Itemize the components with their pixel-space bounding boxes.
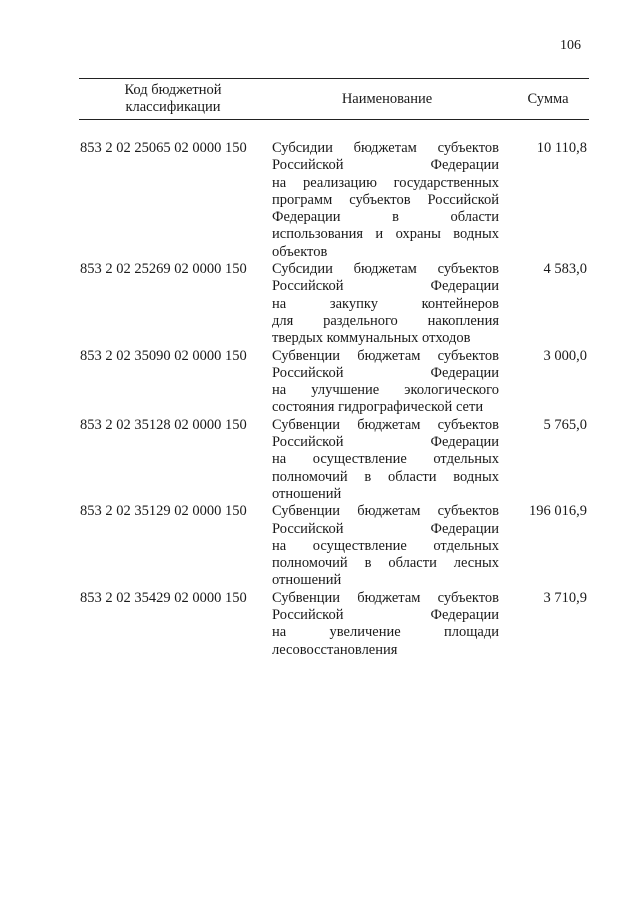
- item-name-word: области: [388, 468, 437, 485]
- item-name: [272, 503, 499, 589]
- item-name-word: осуществление: [312, 537, 407, 554]
- item-name-line: [272, 175, 499, 192]
- item-name-word: лесных: [453, 555, 499, 572]
- item-name-word: на: [272, 451, 287, 468]
- budget-code: 853 2 02 35429 02 0000 150: [80, 589, 247, 606]
- item-name-word: Российской: [427, 191, 499, 208]
- item-name-line: [272, 451, 499, 468]
- item-name-word: государственных: [393, 174, 499, 191]
- item-name: [272, 140, 499, 261]
- item-name-word: Федерации: [430, 157, 499, 174]
- item-name-word: увеличение: [329, 624, 401, 641]
- item-name: [272, 348, 499, 417]
- item-name-word: Российской: [272, 434, 344, 451]
- budget-code: 853 2 02 35090 02 0000 150: [80, 347, 247, 364]
- item-name-line: [272, 192, 499, 209]
- item-name-word: коммунальных: [326, 330, 419, 347]
- header-sum: Сумма: [527, 90, 569, 107]
- item-name-line: [272, 624, 499, 641]
- item-name-word: гидрографической: [338, 399, 453, 416]
- item-name-word: Российской: [272, 157, 344, 174]
- item-name-line: [272, 434, 499, 451]
- item-name-word: отношений: [272, 572, 342, 589]
- item-name-word: субъектов: [437, 140, 499, 156]
- item-name-word: субъектов: [437, 589, 499, 606]
- item-name-word: в: [364, 468, 372, 485]
- item-name-line: [272, 140, 499, 157]
- table-row: [79, 348, 589, 417]
- item-name-line: [272, 590, 499, 607]
- table-row: [79, 417, 589, 503]
- item-name-word: Федерации: [430, 278, 499, 295]
- budget-table: [79, 78, 589, 659]
- table-body: [79, 140, 589, 659]
- item-name-word: бюджетам: [353, 140, 417, 156]
- header-code-line2: классификации: [125, 99, 221, 115]
- item-name-word: полномочий: [272, 555, 348, 572]
- item-sum: 5 765,0: [543, 416, 587, 433]
- item-name: [272, 590, 499, 659]
- item-name-word: Федерации: [430, 607, 499, 624]
- item-sum: 10 110,8: [536, 140, 587, 156]
- budget-code: 853 2 02 35128 02 0000 150: [80, 416, 247, 433]
- table-row: [79, 503, 589, 589]
- item-name-line: [272, 244, 499, 261]
- item-name-word: бюджетам: [357, 416, 421, 433]
- table-header: [79, 78, 589, 120]
- item-name-word: бюджетам: [357, 347, 421, 364]
- item-name-word: лесовосстановления: [272, 641, 398, 658]
- header-code: [79, 82, 267, 116]
- item-name-word: Федерации: [430, 520, 499, 537]
- item-name-line: [272, 486, 499, 503]
- item-name-word: Федерации: [430, 364, 499, 381]
- item-name-word: отношений: [272, 485, 342, 502]
- item-name-word: водных: [453, 226, 499, 243]
- page-number: 106: [560, 38, 581, 53]
- table-row: [79, 140, 589, 261]
- item-name-word: субъектов: [349, 191, 411, 208]
- budget-code: 853 2 02 25269 02 0000 150: [80, 261, 247, 278]
- item-name-word: в: [392, 209, 399, 226]
- item-name-line: [272, 382, 499, 399]
- item-name-word: на: [272, 295, 287, 312]
- item-name-word: области: [450, 209, 499, 226]
- item-name-line: [272, 503, 499, 520]
- item-name-word: реализацию: [302, 174, 377, 191]
- item-name-word: раздельного: [323, 312, 398, 329]
- item-name-word: Субсидии: [272, 261, 333, 278]
- item-name-word: на: [272, 382, 287, 399]
- item-name-word: водных: [453, 468, 499, 485]
- item-name-word: состояния: [272, 399, 335, 416]
- table-row: [79, 590, 589, 659]
- item-name-word: использования: [272, 226, 364, 243]
- item-name-word: сети: [455, 399, 484, 416]
- item-name-word: субъектов: [437, 503, 499, 520]
- item-name-line: [272, 313, 499, 330]
- item-name-word: на: [272, 537, 287, 554]
- item-name-word: твердых: [272, 330, 323, 347]
- item-name-word: улучшение: [311, 382, 380, 399]
- item-name-line: [272, 399, 499, 416]
- item-sum: 4 583,0: [543, 261, 587, 278]
- item-name-word: полномочий: [272, 468, 348, 485]
- header-name: Наименование: [341, 90, 433, 107]
- item-name-line: [272, 642, 499, 659]
- item-name-word: субъектов: [437, 416, 499, 433]
- item-name-line: [272, 226, 499, 243]
- item-name-word: Субсидии: [272, 140, 333, 156]
- item-sum: 3 710,9: [543, 589, 587, 606]
- item-sum: 3 000,0: [543, 347, 587, 364]
- item-name-word: Федерации: [272, 209, 341, 226]
- item-name-word: бюджетам: [357, 503, 421, 520]
- item-name-word: субъектов: [437, 261, 499, 278]
- item-name-line: [272, 521, 499, 538]
- item-name-word: Российской: [272, 607, 344, 624]
- item-name-word: на: [272, 624, 287, 641]
- item-name-word: контейнеров: [421, 295, 499, 312]
- item-name: [272, 261, 499, 347]
- item-name: [272, 417, 499, 503]
- item-name-line: [272, 261, 499, 278]
- item-name-line: [272, 278, 499, 295]
- item-name-word: закупку: [329, 295, 378, 312]
- item-name-word: осуществление: [312, 451, 407, 468]
- item-name-line: [272, 538, 499, 555]
- item-name-word: Российской: [272, 278, 344, 295]
- item-name-line: [272, 209, 499, 226]
- item-name-word: накопления: [427, 312, 499, 329]
- item-name-word: Субвенции: [272, 416, 340, 433]
- item-name-line: [272, 607, 499, 624]
- item-name-line: [272, 417, 499, 434]
- item-name-word: отходов: [422, 330, 471, 347]
- item-name-line: [272, 572, 499, 589]
- item-name-word: Субвенции: [272, 589, 340, 606]
- item-name-line: [272, 555, 499, 572]
- item-name-line: [272, 348, 499, 365]
- item-name-word: экологического: [404, 382, 499, 399]
- item-name-word: охраны: [395, 226, 441, 243]
- item-name-line: [272, 469, 499, 486]
- item-name-word: Российской: [272, 520, 344, 537]
- table-row: [79, 261, 589, 347]
- item-name-line: [272, 330, 499, 347]
- item-name-word: программ: [272, 191, 333, 208]
- budget-code: 853 2 02 35129 02 0000 150: [80, 503, 247, 520]
- item-name-word: на: [272, 174, 287, 191]
- item-name-word: Российской: [272, 364, 344, 381]
- item-name-word: Субвенции: [272, 347, 340, 364]
- item-sum: 196 016,9: [529, 503, 587, 520]
- item-name-line: [272, 157, 499, 174]
- item-name-word: бюджетам: [357, 589, 421, 606]
- item-name-line: [272, 365, 499, 382]
- item-name-line: [272, 296, 499, 313]
- item-name-word: в: [364, 555, 372, 572]
- item-name-word: области: [388, 555, 437, 572]
- item-name-word: бюджетам: [353, 261, 417, 278]
- item-name-word: объектов: [272, 243, 328, 260]
- item-name-word: Субвенции: [272, 503, 340, 520]
- header-code-line1: Код бюджетной: [124, 82, 222, 98]
- item-name-word: Федерации: [430, 434, 499, 451]
- budget-code: 853 2 02 25065 02 0000 150: [80, 140, 247, 156]
- item-name-word: площади: [444, 624, 499, 641]
- item-name-word: и: [375, 226, 384, 243]
- item-name-word: субъектов: [437, 347, 499, 364]
- item-name-word: отдельных: [433, 537, 499, 554]
- item-name-word: для: [272, 312, 294, 329]
- item-name-word: отдельных: [433, 451, 499, 468]
